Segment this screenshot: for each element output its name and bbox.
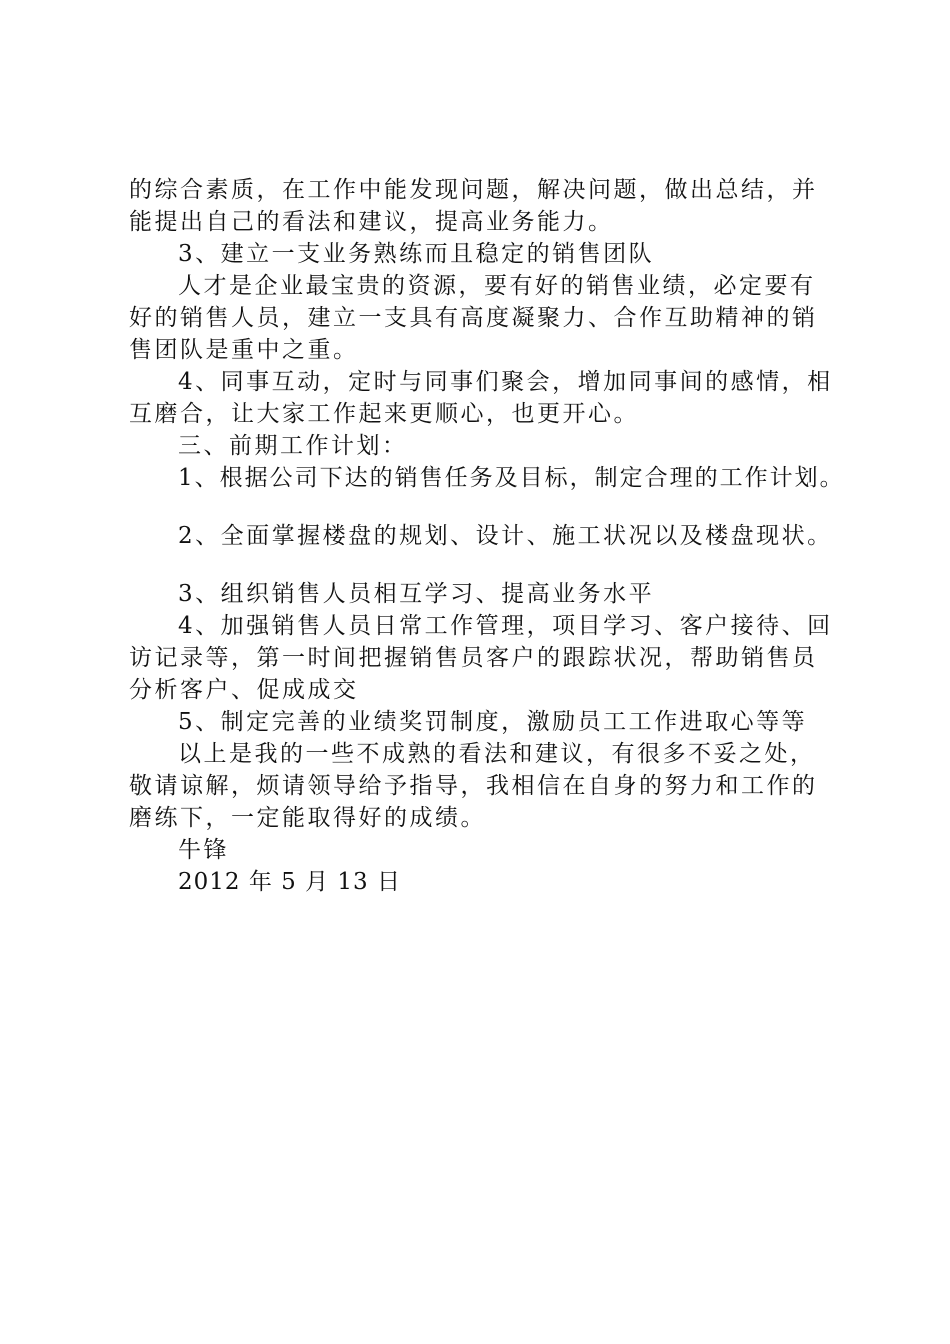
text-line: 好的销售人员，建立一支具有高度凝聚力、合作互助精神的销	[129, 305, 818, 331]
plan-item-4	[129, 610, 849, 706]
paragraph-team-heading: 3、建立一支业务熟练而且稳定的销售团队	[178, 241, 655, 267]
text-line: 4、加强销售人员日常工作管理，项目学习、客户接待、回	[178, 613, 833, 639]
text-line: 人才是企业最宝贵的资源，要有好的销售业绩，必定要有	[178, 273, 816, 299]
text-line: 售团队是重中之重。	[129, 337, 359, 363]
text-line: 磨练下，一定能取得好的成绩。	[129, 805, 486, 831]
paragraph-talent	[129, 270, 849, 366]
plan-item-5: 5、制定完善的业绩奖罚制度，激励员工工作进取心等等	[178, 709, 808, 735]
signature-date: 2012 年 5 月 13 日	[178, 869, 401, 895]
signature-name: 牛锋	[178, 837, 229, 863]
text-line: 分析客户、促成成交	[129, 677, 359, 703]
plan-item-3: 3、组织销售人员相互学习、提高业务水平	[178, 581, 655, 607]
paragraph-closing	[129, 738, 849, 834]
paragraph-quality	[129, 174, 849, 238]
document-body	[129, 174, 849, 898]
paragraph-colleague-interaction	[129, 366, 849, 430]
text-line: 敬请谅解，烦请领导给予指导，我相信在自身的努力和工作的	[129, 773, 818, 799]
plan-item-1: 1、根据公司下达的销售任务及目标，制定合理的工作计划。	[178, 465, 845, 491]
text-line: 能提出自己的看法和建议，提高业务能力。	[129, 209, 614, 235]
text-line: 以上是我的一些不成熟的看法和建议，有很多不妥之处，	[178, 741, 816, 767]
text-line: 的综合素质，在工作中能发现问题，解决问题，做出总结，并	[129, 177, 818, 203]
text-line: 4、同事互动，定时与同事们聚会，增加同事间的感情，相	[178, 369, 833, 395]
text-line: 互磨合，让大家工作起来更顺心，也更开心。	[129, 401, 639, 427]
section-heading-plan: 三、前期工作计划：	[178, 433, 408, 459]
plan-item-2: 2、全面掌握楼盘的规划、设计、施工状况以及楼盘现状。	[178, 523, 833, 549]
text-line: 访记录等，第一时间把握销售员客户的跟踪状况，帮助销售员	[129, 645, 818, 671]
